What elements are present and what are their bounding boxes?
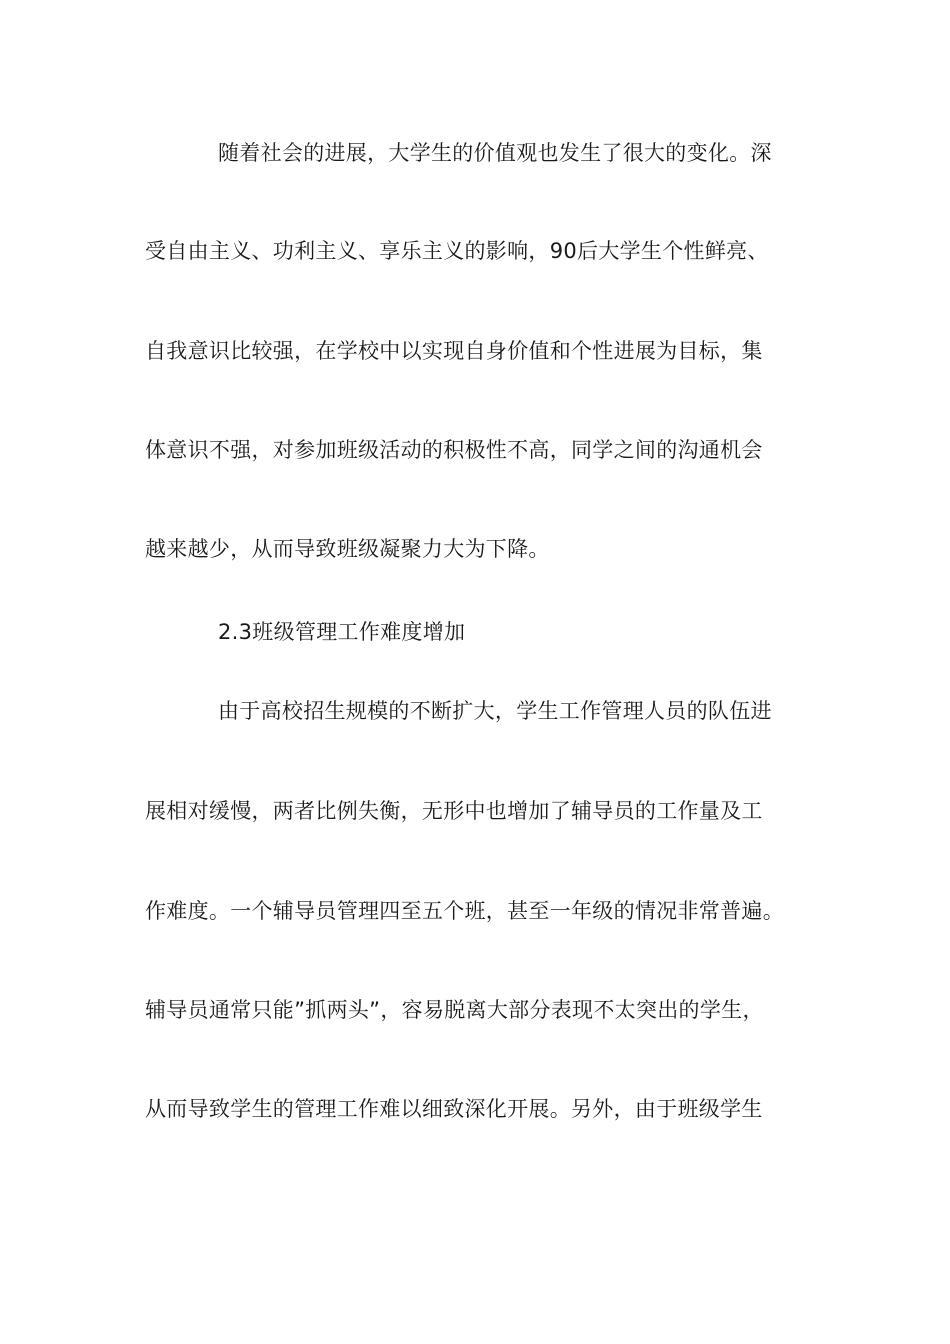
paragraph-line: 作难度。一个辅导员管理四至五个班，甚至一年级的情况非常普遍。 bbox=[145, 899, 784, 923]
paragraph-line: 从而导致学生的管理工作难以细致深化开展。另外，由于班级学生 bbox=[145, 1097, 763, 1121]
paragraph-line: 随着社会的进展，大学生的价值观也发生了很大的变化。深 bbox=[218, 141, 772, 165]
paragraph-line: 越来越少，从而导致班级凝聚力大为下降。 bbox=[145, 537, 550, 561]
paragraph-line: 受自由主义、功利主义、享乐主义的影响，90后大学生个性鲜亮、 bbox=[145, 239, 769, 263]
paragraph-line: 展相对缓慢，两者比例失衡，无形中也增加了辅导员的工作量及工 bbox=[145, 799, 763, 823]
paragraph-line: 自我意识比较强，在学校中以实现自身价值和个性进展为目标，集 bbox=[145, 339, 763, 363]
paragraph-line: 体意识不强，对参加班级活动的积极性不高，同学之间的沟通机会 bbox=[145, 438, 763, 462]
paragraph-line: 由于高校招生规模的不断扩大，学生工作管理人员的队伍进 bbox=[218, 699, 772, 723]
section-heading: 2.3班级管理工作难度增加 bbox=[218, 620, 466, 644]
paragraph-line: 辅导员通常只能”抓两头”，容易脱离大部分表现不太突出的学生， bbox=[145, 998, 764, 1022]
